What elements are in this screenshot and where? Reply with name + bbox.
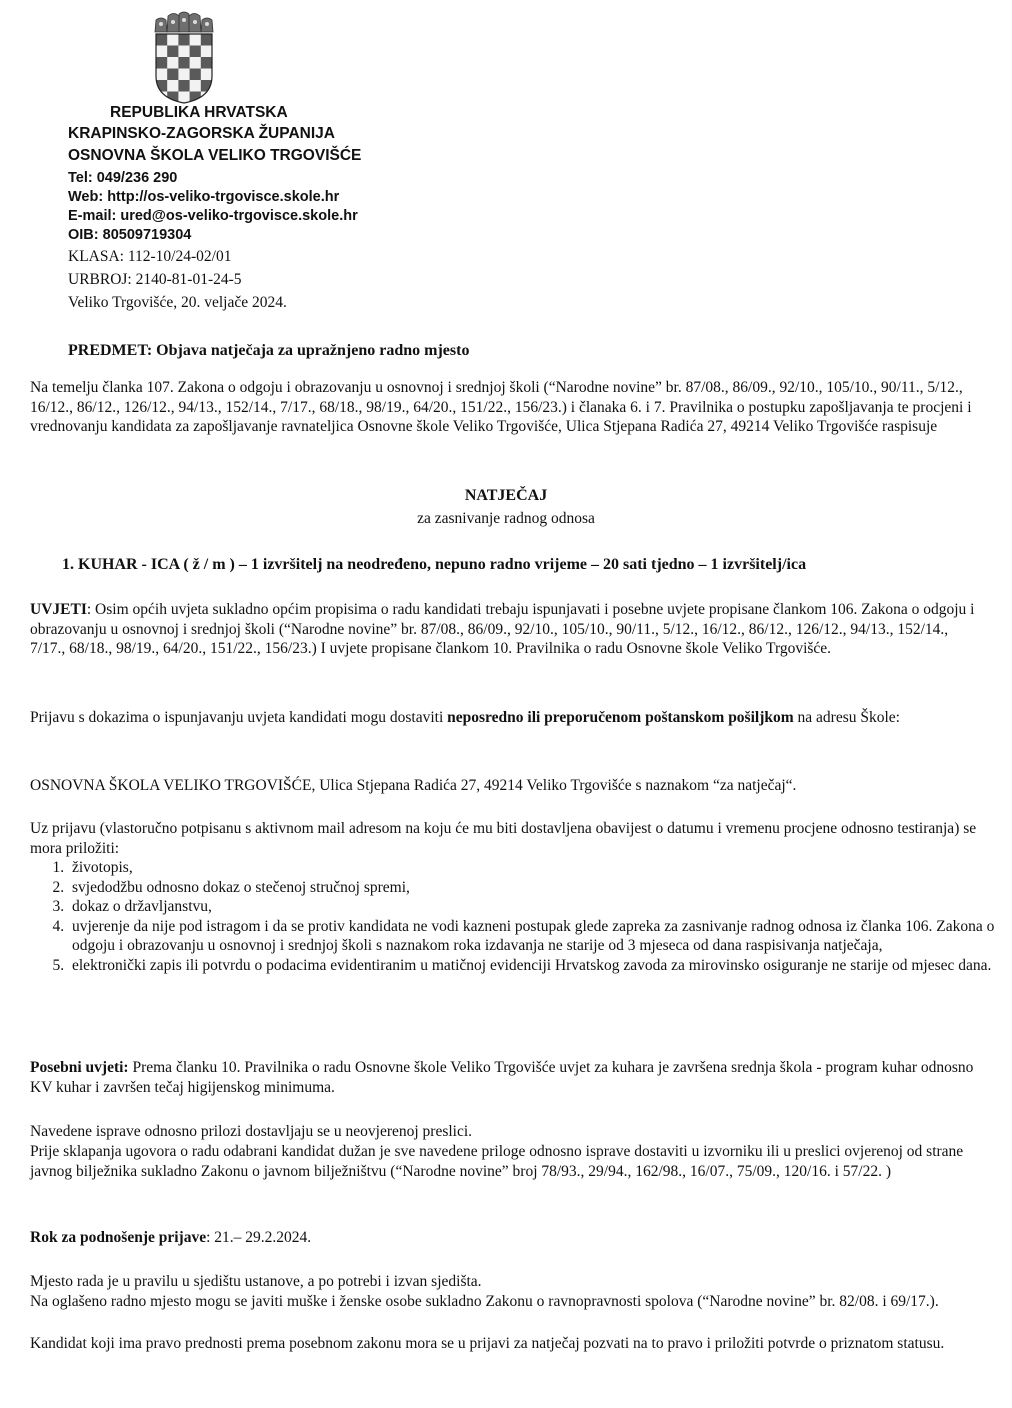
conditions-paragraph — [30, 600, 980, 659]
notice-heading: NATJEČAJ — [464, 487, 548, 504]
list-item: 1. životopis, — [68, 858, 1008, 878]
special-text: Prema članku 10. Pravilnika o radu Osnovne škole Veliko Trgovišće uvjet za kuhara je završena srednja škola - program kuhar odnosno KV kuhar i završen tečaj higijenskog minimuma. — [30, 1059, 974, 1096]
deadline — [30, 1228, 980, 1248]
school-address: OSNOVNA ŠKOLA VELIKO TRGOVIŠĆE, Ulica Stjepana Radića 27, 49214 Veliko Trgovišće s naznakom “za natječaj“. — [30, 777, 797, 794]
list-item: 3. dokaz o državljanstvu, — [68, 897, 1008, 917]
header-web: Web: http://os-veliko-trgovisce.skole.hr — [68, 189, 340, 205]
copies-note: Navedene isprave odnosno prilozi dostavljaju se u neovjerenoj preslici. — [30, 1123, 473, 1140]
list-item: 4. uvjerenje da nije pod istragom i da se protiv kandidata ne vodi kazneni postupak glede zapreka za zasnivanje radnog odnosa iz članka 106. Zakona o odgoju i obrazovanju u osnovnoj i srednjoj školi s naznakom roka izdavanja ne starije od 3 mjeseca od dana raspisivanja natječaja, — [68, 917, 1008, 956]
deadline-text: : 21.– 29.2.2024. — [206, 1229, 312, 1246]
subject-label: PREDMET: — [68, 342, 153, 359]
equality-note: Na oglašeno radno mjesto mogu se javiti muške i ženske osobe sukladno Zakonu o ravnopravnosti spolova (“Narodne novine” br. 82/08. i 69/17.). — [30, 1293, 939, 1310]
list-item: 2. svjedodžbu odnosno dokaz o stečenoj stručnoj spremi, — [68, 878, 1008, 898]
coat-of-arms — [152, 10, 216, 104]
submission-after: na adresu Škole: — [793, 709, 900, 726]
submission-method: neposredno ili preporučenom poštanskom pošiljkom — [447, 709, 794, 726]
header-school: OSNOVNA ŠKOLA VELIKO TRGOVIŠĆE — [68, 147, 362, 164]
conditions-text: : Osim općih uvjeta sukladno općim propisima o radu kandidati trebaju ispunjavati i posebne uvjete propisane člankom 106. Zakona o odgoju i obrazovanju u osnovnoj i srednjoj školi (“Narodne novine” br. 87/08., 86/09., 92/10., 105/10., 90/11., 5/12., 16/12., 86/12., 126/12., 94/13., 152/14., 7/17., 68/18., 98/19., 64/20., 151/22., 156/23.) I uvjete propisane člankom 10. Pravilnika o radu Osnovne škole Veliko Trgovišće. — [30, 601, 975, 657]
deadline-label: Rok za podnošenje prijave — [30, 1229, 207, 1246]
list-item: 5. elektronički zapis ili potvrdu o podacima evidentiranim u matičnoj evidenciji Hrvatskog zavoda za mirovinsko osiguranje ne starije od mjesec dana. — [68, 956, 1008, 976]
special-conditions — [30, 1058, 980, 1097]
notice-subheading: za zasnivanje radnog odnosa — [417, 510, 595, 527]
subject-line — [68, 342, 469, 360]
header-county: KRAPINSKO-ZAGORSKA ŽUPANIJA — [68, 125, 335, 142]
required-documents-list — [34, 858, 1008, 975]
urbroj: URBROJ: 2140-81-01-24-5 — [68, 271, 242, 288]
workplace-note: Mjesto rada je u pravilu u sjedištu ustanove, a po potrebi i izvan sjedišta. — [30, 1273, 482, 1290]
place-date: Veliko Trgovišće, 20. veljače 2024. — [68, 294, 287, 311]
original-documents-note: Prije sklapanja ugovora o radu odabrani kandidat dužan je sve navedene priloge odnosno isprave dostaviti u izvorniku ili u preslici ovjerenoj od strane javnog bilježnika sukladno Zakonu o javnom bilježništvu (“Narodne novine” broj 78/93., 29/94., 162/98., 16/07., 75/09., 120/16. i 57/22. ) — [30, 1143, 964, 1180]
attachments-intro: Uz prijavu (vlastoručno potpisanu s aktivnom mail adresom na koju će mu biti dostavljena obavijest o datumu i vremenu procjene odnosno testiranja) se mora priložiti: — [30, 820, 977, 857]
header-email: E-mail: ured@os-veliko-trgovisce.skole.hr — [68, 208, 358, 224]
header-oib: OIB: 80509719304 — [68, 227, 192, 243]
job-position: 1. KUHAR - ICA ( ž / m ) – 1 izvršitelj na neodređeno, nepuno radno vrijeme – 20 sati tjedno – 1 izvršitelj/ica — [62, 556, 807, 573]
header-tel: Tel: 049/236 290 — [68, 170, 178, 186]
submission-paragraph — [30, 708, 980, 728]
priority-note: Kandidat koji ima pravo prednosti prema posebnom zakonu mora se u prijavi za natječaj pozvati na to pravo i priložiti potvrde o priznatom statusu. — [30, 1335, 945, 1352]
klasa: KLASA: 112-10/24-02/01 — [68, 248, 232, 265]
intro-paragraph: Na temelju članka 107. Zakona o odgoju i obrazovanju u osnovnoj i srednjoj školi (“Narodne novine” br. 87/08., 86/09., 92/10., 105/10., 90/11., 5/12., 16/12., 86/12., 126/12., 94/13., 152/14., 7/17., 68/18., 98/19., 64/20., 151/22., 156/23.) i članaka 6. i 7. Pravilnika o postupku zapošljavanja te procjeni i vrednovanju kandidata za zapošljavanje ravnateljica Osnovne škole Veliko Trgovišće, Ulica Stjepana Radića 27, 49214 Veliko Trgovišće raspisuje — [30, 379, 972, 435]
subject-text: Objava natječaja za upražnjeno radno mjesto — [152, 342, 470, 359]
special-label: Posebni uvjeti: — [30, 1059, 129, 1076]
header-country: REPUBLIKA HRVATSKA — [110, 104, 288, 121]
conditions-label: UVJETI — [30, 601, 87, 618]
submission-before: Prijavu s dokazima o ispunjavanju uvjeta kandidati mogu dostaviti — [30, 709, 448, 726]
